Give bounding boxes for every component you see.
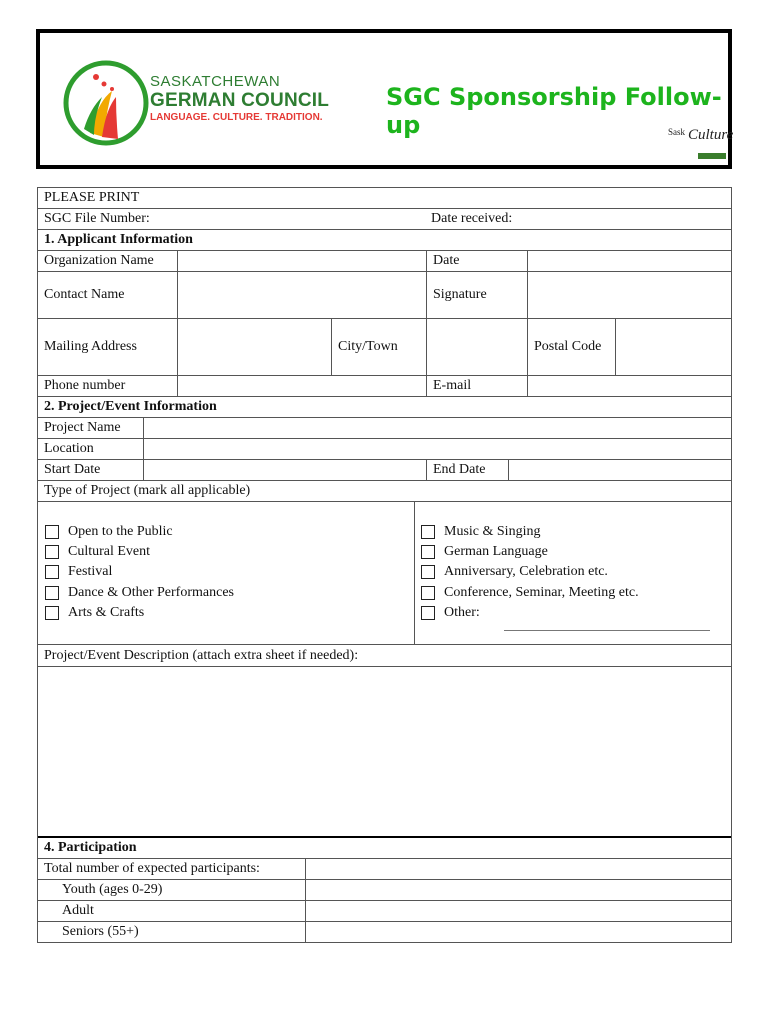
contact-name-row [38,271,731,318]
email-label: E-mail [426,376,527,396]
option-label: German Language [444,544,548,559]
org-name-field[interactable] [177,251,426,271]
total-participants-row [38,858,731,879]
sgc-logo-icon [60,51,160,151]
option-arts-crafts[interactable] [45,605,144,621]
checkbox-icon[interactable] [45,586,59,600]
checkbox-icon[interactable] [421,525,435,539]
email-field[interactable] [527,376,731,396]
start-date-label: Start Date [44,462,101,477]
checkbox-icon[interactable] [45,525,59,539]
dates-row [38,459,731,480]
signature-field[interactable] [527,272,731,318]
location-row [38,438,731,459]
postal-code-field[interactable] [615,319,731,375]
project-name-row [38,417,731,438]
checkbox-icon[interactable] [421,565,435,579]
option-conference[interactable] [421,585,639,601]
youth-field[interactable] [305,880,731,900]
description-label: Project/Event Description (attach extra sheet if needed): [44,647,359,663]
option-label: Festival [68,564,113,579]
sask-culture-word: Culture [688,127,734,143]
checkbox-icon[interactable] [421,545,435,559]
city-field[interactable] [426,319,527,375]
youth-label: Youth (ages 0-29) [62,882,163,897]
section1-row [38,229,731,250]
youth-row [38,879,731,900]
option-label: Conference, Seminar, Meeting etc. [444,585,639,600]
options-divider [414,502,415,644]
adult-row [38,900,731,921]
checkbox-icon[interactable] [45,606,59,620]
section2-heading: 2. Project/Event Information [44,399,217,414]
file-number-row [38,208,731,229]
option-german-language[interactable] [421,544,548,560]
checkbox-icon[interactable] [421,586,435,600]
org-line-2: GERMAN COUNCIL [150,90,330,111]
phone-field[interactable] [177,376,426,396]
please-print: PLEASE PRINT [44,190,140,205]
option-anniversary[interactable] [421,564,608,580]
header-banner [36,29,732,169]
sponsorship-form [37,187,732,943]
option-label: Music & Singing [444,524,541,539]
org-name-label: Organization Name [44,253,154,268]
signature-label: Signature [426,272,527,318]
sask-culture-logo [668,127,734,165]
section1-heading: 1. Applicant Information [44,232,193,247]
phone-row [38,375,731,396]
option-label: Anniversary, Celebration etc. [444,564,608,579]
mailing-address-field[interactable] [177,319,331,375]
total-participants-label: Total number of expected participants: [44,861,260,876]
location-label: Location [44,441,94,456]
location-field[interactable] [143,439,731,459]
adult-field[interactable] [305,901,731,921]
section2-row [38,396,731,417]
mailing-address-row [38,318,731,375]
description-field[interactable] [38,666,731,836]
date-field[interactable] [527,251,731,271]
end-date-label: End Date [426,460,508,480]
seniors-row [38,921,731,942]
phone-label: Phone number [44,378,126,393]
file-number-label: SGC File Number: [44,211,150,226]
date-label: Date [426,251,527,271]
option-cultural-event[interactable] [45,544,150,560]
seniors-label: Seniors (55+) [62,924,139,939]
option-label: Open to the Public [68,524,173,539]
option-open-public[interactable] [45,524,173,540]
contact-name-field[interactable] [177,272,426,318]
option-other[interactable] [421,605,480,621]
checkbox-icon[interactable] [45,545,59,559]
form-title: SGC Sponsorship Follow-up [386,83,722,139]
section4-row [38,836,731,858]
section4-heading: 4. Participation [44,840,137,855]
contact-name-label: Contact Name [44,287,125,302]
project-type-label: Type of Project (mark all applicable) [44,483,251,498]
project-name-label: Project Name [44,420,121,435]
checkbox-icon[interactable] [421,606,435,620]
date-received-label: Date received: [431,211,513,226]
description-label-row [38,644,731,666]
organization-wordmark [150,73,329,123]
postal-code-label: Postal Code [527,319,615,375]
sask-culture-bar-icon [698,153,726,159]
start-date-field[interactable] [143,460,426,480]
please-print-row [38,188,731,208]
sask-culture-prefix: Sask [668,127,686,137]
mailing-address-label: Mailing Address [44,339,137,354]
option-festival[interactable] [45,564,112,580]
org-line-1: SASKATCHEWAN [150,73,281,90]
option-label: Cultural Event [68,544,151,559]
city-label: City/Town [331,319,426,375]
option-dance[interactable] [45,585,234,601]
option-label: Dance & Other Performances [68,585,234,600]
option-label: Arts & Crafts [68,605,145,620]
project-type-row [38,480,731,501]
project-type-options [38,501,731,644]
option-music[interactable] [421,524,540,540]
seniors-field[interactable] [305,922,731,942]
other-specify-line[interactable] [504,630,710,631]
org-name-row [38,250,731,271]
total-participants-field[interactable] [305,859,731,879]
option-label: Other: [444,605,480,620]
org-tagline: LANGUAGE. CULTURE. TRADITION. [150,112,323,123]
checkbox-icon[interactable] [45,565,59,579]
adult-label: Adult [62,903,94,918]
project-name-field[interactable] [143,418,731,438]
end-date-field[interactable] [508,460,731,480]
